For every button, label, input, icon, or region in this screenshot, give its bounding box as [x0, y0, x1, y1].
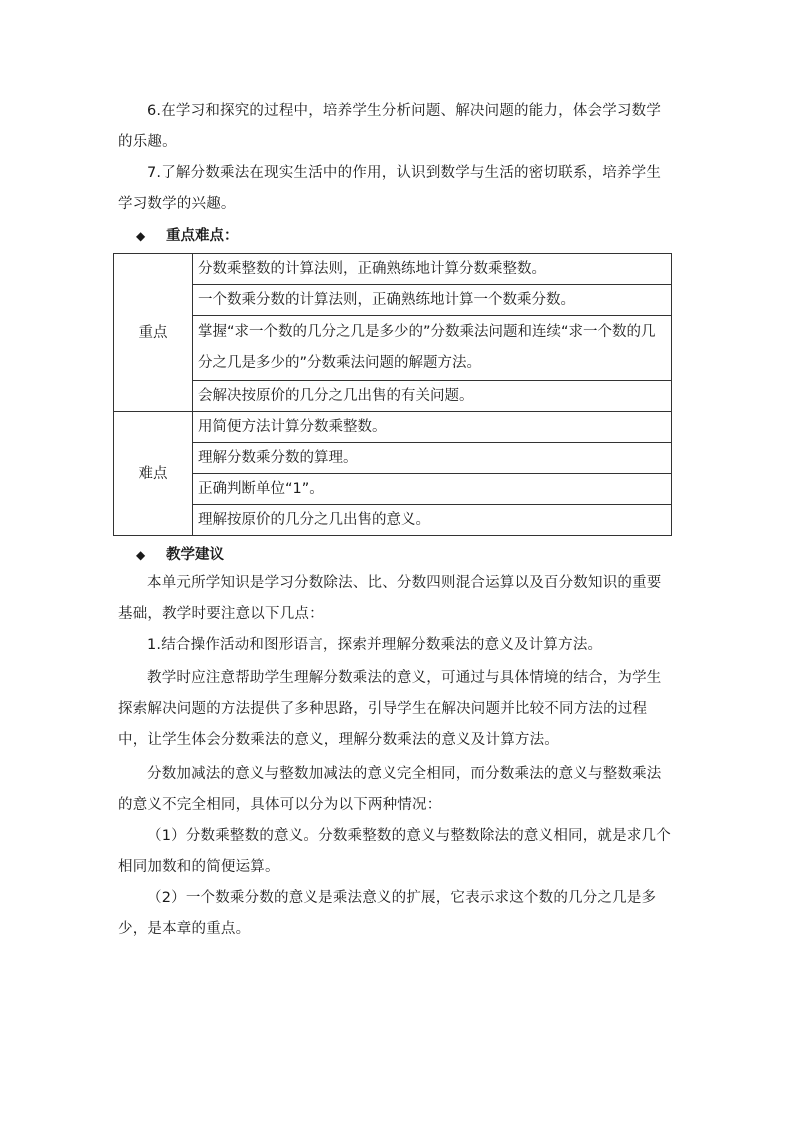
table-row [114, 381, 672, 412]
table-cell: 用简便方法计算分数乘整数。 [193, 412, 672, 443]
key-points-heading-text: 重点难点： [166, 228, 239, 244]
category-nandian: 难点 [114, 412, 193, 536]
teaching-paragraph: （2）一个数乘分数的意义是乘法意义的扩展，它表示求这个数的几分之几是多少，是本章的重点。 [118, 890, 657, 937]
table-cell: 理解分数乘分数的算理。 [193, 443, 672, 474]
table-row [114, 285, 672, 316]
category-zhongdian: 重点 [114, 254, 193, 412]
paragraph-goal-7: 7.了解分数乘法在现实生活中的作用，认识到数学与生活的密切联系，培养学生学习数学的兴趣。 [118, 165, 662, 212]
table-cell: 掌握“求一个数的几分之几是多少的”分数乘法问题和连续“求一个数的几分之几是多少的”分数乘法问题的解题方法。 [193, 316, 672, 381]
table-cell: 分数乘整数的计算法则，正确熟练地计算分数乘整数。 [193, 254, 672, 285]
table-row [114, 443, 672, 474]
teaching-heading-text: 教学建议 [166, 547, 224, 563]
diamond-bullet-icon: ◆ [136, 229, 146, 243]
table-row [114, 254, 672, 285]
table-cell: 正确判断单位“1”。 [193, 474, 672, 505]
teaching-paragraph: 1.结合操作活动和图形语言，探索并理解分数乘法的意义及计算方法。 [147, 637, 603, 653]
table-cell: 会解决按原价的几分之几出售的有关问题。 [193, 381, 672, 412]
key-points-heading [136, 226, 239, 246]
teaching-paragraph: （1）分数乘整数的意义。分数乘整数的意义与整数除法的意义相同，就是求几个相同加数和的简便运算。 [118, 828, 671, 875]
table-row [114, 474, 672, 505]
teaching-heading [136, 545, 224, 565]
diamond-bullet-icon: ◆ [136, 548, 146, 562]
table-row [114, 316, 672, 381]
teaching-paragraph: 教学时应注意帮助学生理解分数乘法的意义，可通过与具体情境的结合，为学生探索解决问题的方法提供了多种思路，引导学生在解决问题并比较不同方法的过程中，让学生体会分数乘法的意义，理解分数乘法的意义及计算方法。 [118, 670, 662, 748]
paragraph-goal-6: 6.在学习和探究的过程中，培养学生分析问题、解决问题的能力，体会学习数学的乐趣。 [118, 103, 662, 150]
key-points-table [113, 253, 672, 536]
table-row [114, 505, 672, 536]
teaching-paragraph: 分数加减法的意义与整数加减法的意义完全相同，而分数乘法的意义与整数乘法的意义不完全相同，具体可以分为以下两种情况： [118, 766, 662, 813]
table-cell: 理解按原价的几分之几出售的意义。 [193, 505, 672, 536]
table-cell: 一个数乘分数的计算法则，正确熟练地计算一个数乘分数。 [193, 285, 672, 316]
teaching-paragraph: 本单元所学知识是学习分数除法、比、分数四则混合运算以及百分数知识的重要基础，教学时要注意以下几点： [118, 575, 662, 622]
table-row [114, 412, 672, 443]
